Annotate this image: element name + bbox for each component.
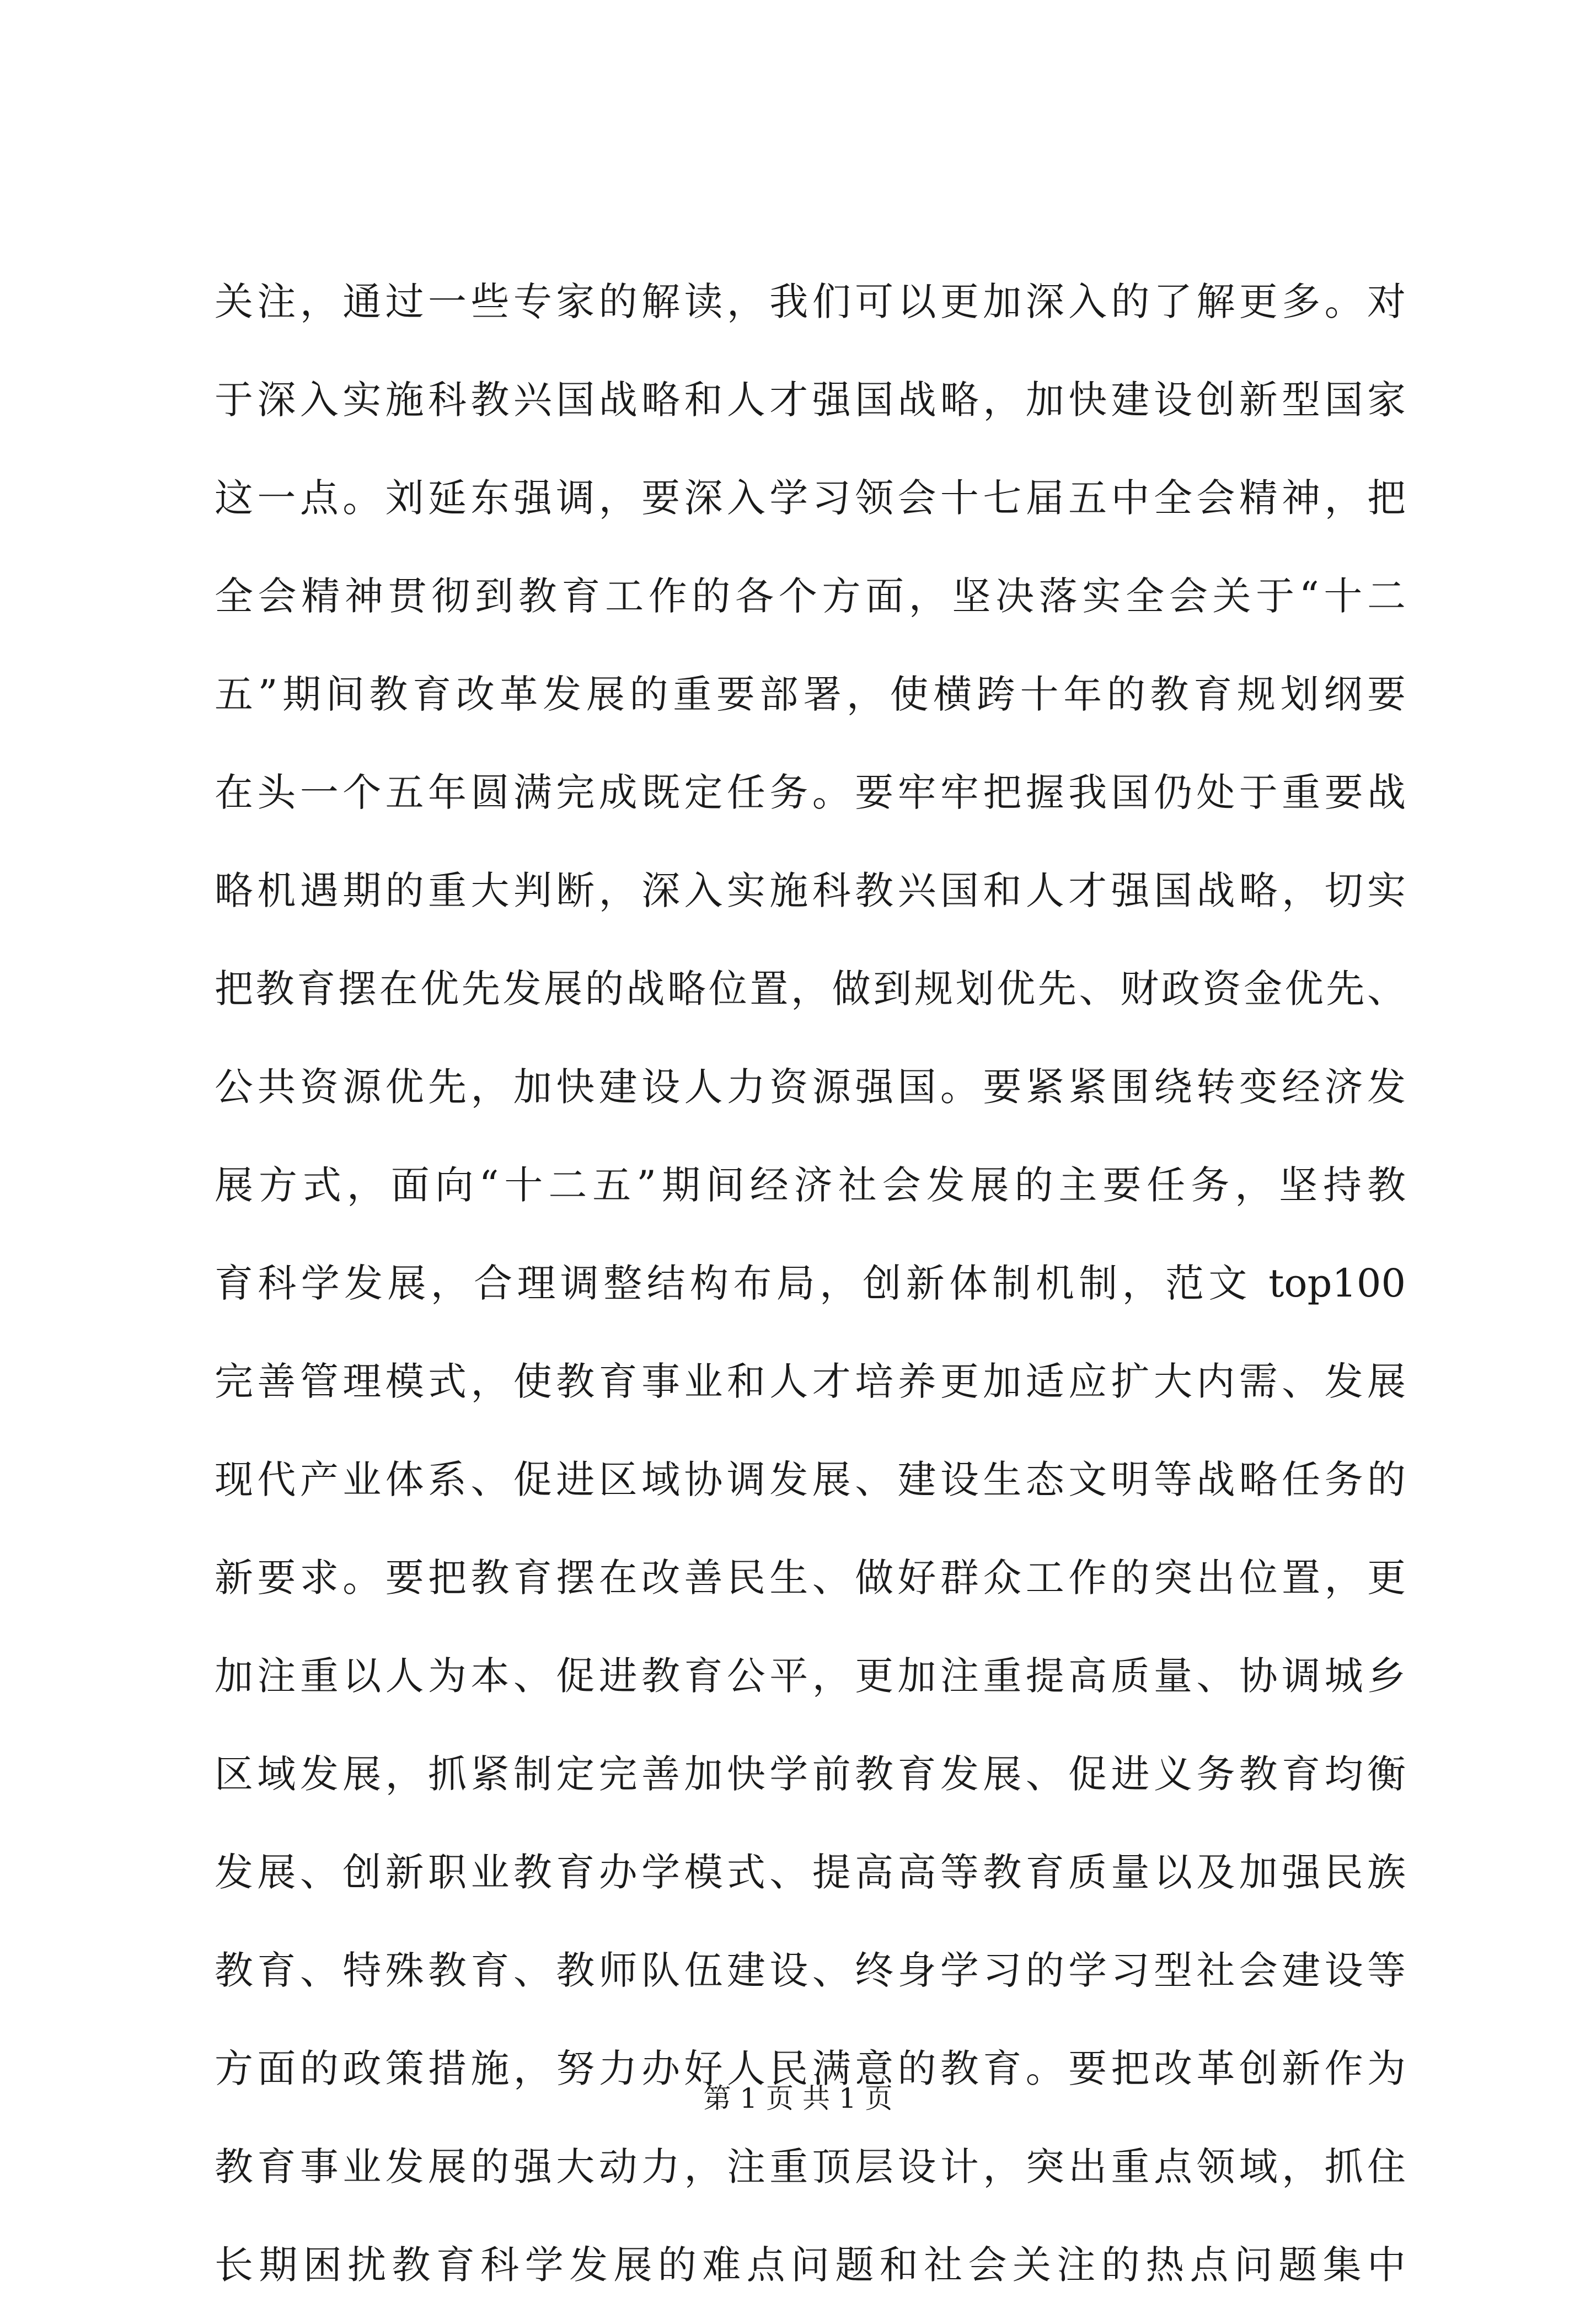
text-line: 五”期间教育改革发展的重要部署，使横跨十年的教育规划纲要	[215, 672, 1406, 717]
text-line: 公共资源优先，加快建设人力资源强国。要紧紧围绕转变经济发	[215, 1064, 1406, 1110]
body-text	[215, 253, 1406, 2314]
text-line: 现代产业体系、促进区域协调发展、建设生态文明等战略任务的	[215, 1457, 1406, 1502]
page-number-label: 第 1 页 共 1 页	[703, 2082, 893, 2114]
text-line: 加注重以人为本、促进教育公平，更加注重提高质量、协调城乡	[215, 1653, 1406, 1699]
text-line: 略机遇期的重大判断，深入实施科教兴国和人才强国战略，切实	[215, 868, 1406, 913]
text-line: 新要求。要把教育摆在改善民生、做好群众工作的突出位置，更	[215, 1555, 1406, 1600]
text-line: 区域发展，抓紧制定完善加快学前教育发展、促进义务教育均衡	[215, 1751, 1406, 1797]
text-line: 教育事业发展的强大动力，注重顶层设计，突出重点领域，抓住	[215, 2144, 1406, 2189]
text-line: 展方式，面向“十二五”期间经济社会发展的主要任务，坚持教	[215, 1163, 1406, 1208]
text-line: 完善管理模式，使教育事业和人才培养更加适应扩大内需、发展	[215, 1359, 1406, 1404]
text-line: 把教育摆在优先发展的战略位置，做到规划优先、财政资金优先、	[215, 966, 1406, 1011]
text-line: 在头一个五年圆满完成既定任务。要牢牢把握我国仍处于重要战	[215, 770, 1406, 815]
text-line: 教育、特殊教育、教师队伍建设、终身学习的学习型社会建设等	[215, 1948, 1406, 1993]
text-line: 关注，通过一些专家的解读，我们可以更加深入的了解更多。对	[215, 279, 1406, 324]
text-line: 育科学发展，合理调整结构布局，创新体制机制，范文 top100	[215, 1261, 1406, 1306]
text-line: 于深入实施科教兴国战略和人才强国战略，加快建设创新型国家	[215, 377, 1406, 422]
text-line: 这一点。刘延东强调，要深入学习领会十七届五中全会精神，把	[215, 475, 1406, 521]
text-line: 发展、创新职业教育办学模式、提高高等教育质量以及加强民族	[215, 1850, 1406, 1895]
page-footer	[0, 2079, 1596, 2118]
text-line: 全会精神贯彻到教育工作的各个方面，坚决落实全会关于“十二	[215, 574, 1406, 619]
text-line: 方面的政策措施，努力办好人民满意的教育。要把改革创新作为	[215, 2046, 1406, 2091]
text-line: 长期困扰教育科学发展的难点问题和社会关注的热点问题集中	[215, 2242, 1406, 2288]
